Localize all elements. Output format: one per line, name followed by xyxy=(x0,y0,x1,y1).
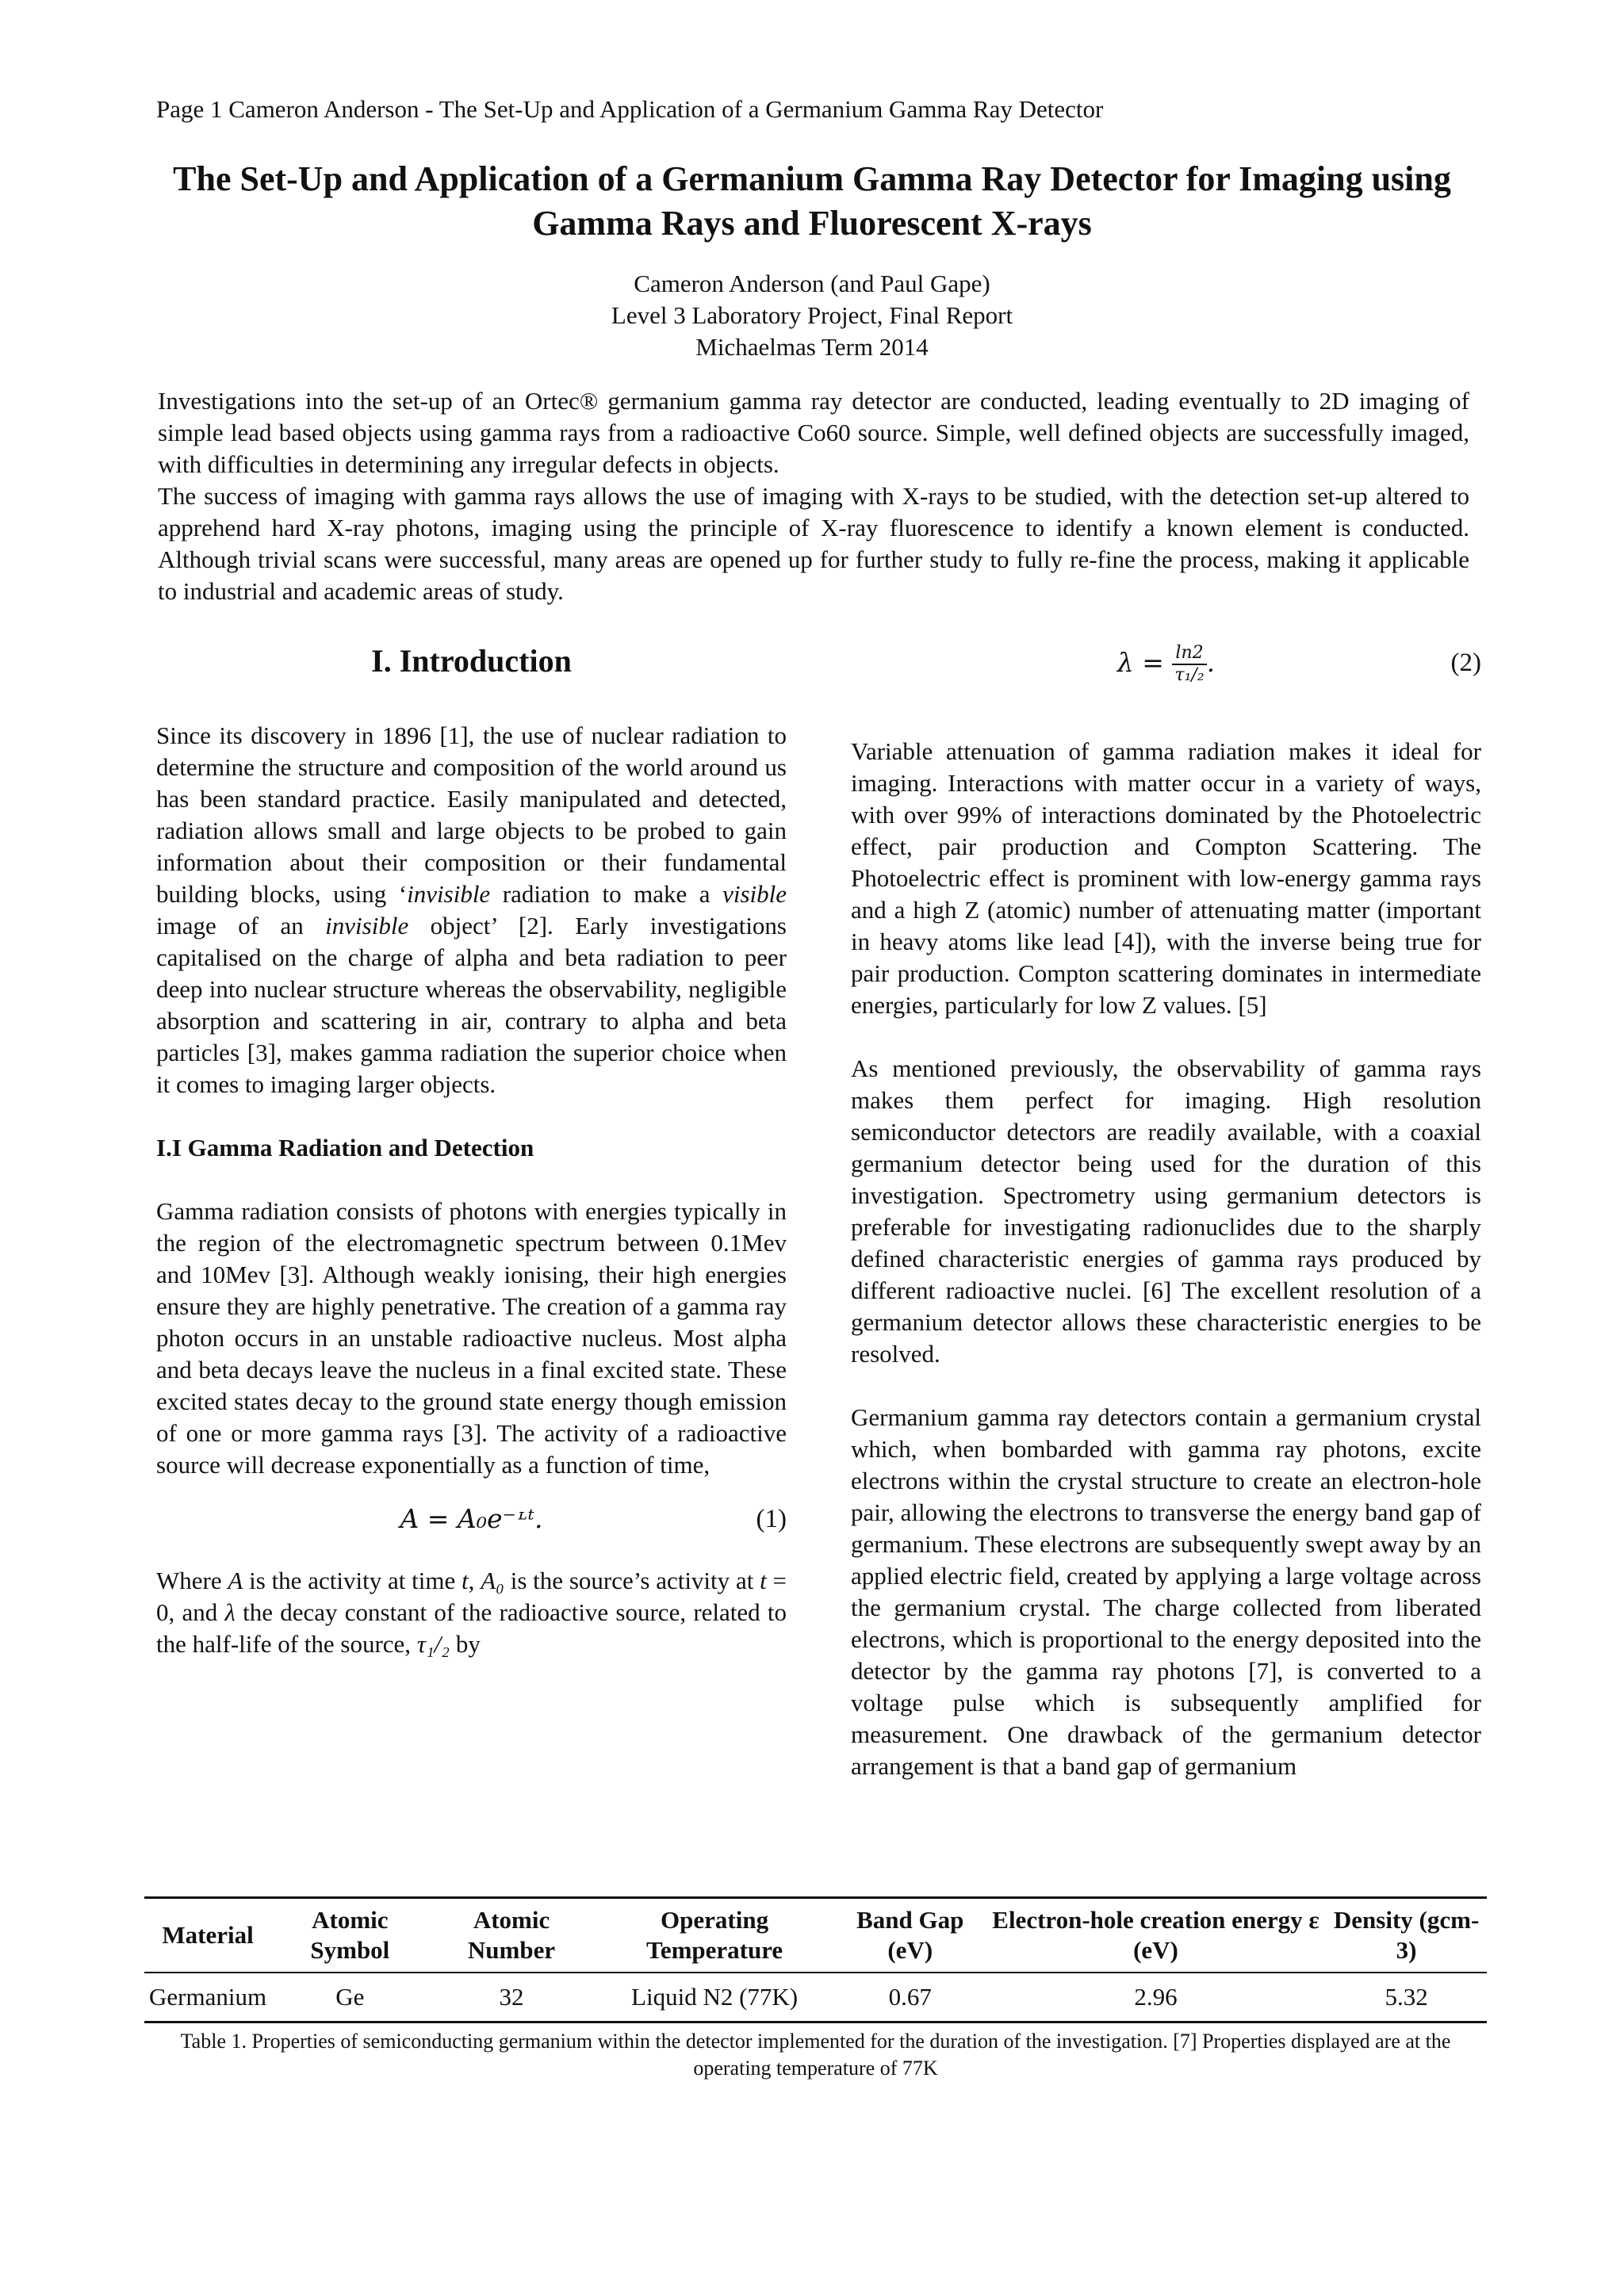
equation-2-body: λ = $\frac{\ln 2}{\text{τ₁/₂}}$ . xyxy=(1116,643,1216,685)
body-paragraph: Where A is the activity at time t, A₀ is the source’s activity at t = 0, and λ the decay constant of the radioactive source, related to the half-life of the source, τ₁/₂ by xyxy=(156,1567,787,1658)
abstract-paragraph: The success of imaging with gamma rays allows the use of imaging with X-rays to be studied, with the detection set-up altered to apprehend hard X-ray photons, imaging using the principle of X-ray fluorescence to identify a known element is conducted. Although trivial scans were successful, many areas are opened up for further study to fully re-fine the process, making it applicable to industrial and academic areas of study. xyxy=(158,482,1469,605)
column-header: Band Gap (eV) xyxy=(835,1898,986,1973)
equation-2 xyxy=(851,639,1481,701)
left-column xyxy=(156,644,787,1692)
table-caption: Table 1. Properties of semiconducting germanium within the detector implemented for the duration of the investigation. [7] Properties displayed are at the operating temperature of 77K xyxy=(180,2030,1451,2080)
table-cell: Germanium xyxy=(144,1973,271,2022)
column-header: Density (gcm-3) xyxy=(1326,1898,1487,1973)
paper-title: The Set-Up and Application of a Germanium Gamma Ray Detector for Imaging using Gamma Rays and Fluorescent X-rays xyxy=(173,159,1451,243)
column-header: Atomic Number xyxy=(429,1898,595,1973)
fraction: $\frac{\ln 2}{\text{τ₁/₂}}$ xyxy=(1172,643,1206,686)
running-header: Page 1 Cameron Anderson - The Set-Up and Application of a Germanium Gamma Ray Detector xyxy=(156,95,1104,123)
report-type: Level 3 Laboratory Project, Final Report xyxy=(611,301,1013,329)
table-cell: 0.67 xyxy=(835,1973,986,2022)
table-cell: 2.96 xyxy=(986,1973,1326,2022)
body-paragraph: Gamma radiation consists of photons with energies typically in the region of the electromagnetic spectrum between 0.1Mev and 10Mev [3]. Although weakly ionising, their high energies ensure they are highly penetrative. The creation of a gamma ray photon occurs in an unstable radioactive nucleus. Most alpha and beta decays leave the nucleus in a final excited state. These excited states decay to the ground state energy though emission of one or more gamma rays [3]. The activity of a radioactive source will decrease exponentially as a function of time, xyxy=(156,1197,787,1479)
table-cell: Liquid N2 (77K) xyxy=(594,1973,834,2022)
abstract-paragraph: Investigations into the set-up of an Ortec® germanium gamma ray detector are conducted, leading eventually to 2D imaging of simple lead based objects using gamma rays from a radioactive Co60 source. Simple, well defined objects are successfully imaged, with difficulties in determining any irregular defects in objects. xyxy=(158,387,1469,478)
column-header: Operating Temperature xyxy=(594,1898,834,1973)
body-paragraph: Germanium gamma ray detectors contain a germanium crystal which, when bombarded with gamma ray photons, excite electrons within the crystal structure to create an electron-hole pair, allowing the electrons to transverse the energy band gap of germanium. These electrons are subsequently swept away by an applied electric field, created by applying a large voltage across the germanium crystal. The charge collected from liberated electrons, which is proportional to the energy deposited into the detector by the gamma ray photons [7], is converted to a voltage pulse which is subsequently amplified for measurement. One drawback of the germanium detector arrangement is that a band gap of germanium xyxy=(851,1403,1481,1780)
equation-1-body: A = A₀e⁻ᶫᵗ. xyxy=(400,1503,543,1534)
table-cell: 5.32 xyxy=(1326,1973,1487,2022)
author-block xyxy=(111,268,1513,363)
column-header: Atomic Symbol xyxy=(271,1898,429,1973)
table-cell: Ge xyxy=(271,1973,429,2022)
subsection-heading: I.I Gamma Radiation and Detection xyxy=(156,1134,534,1161)
equation-1 xyxy=(156,1495,787,1543)
right-column xyxy=(851,644,1481,1782)
section-heading-introduction: I. Introduction xyxy=(371,643,572,679)
body-paragraph: Since its discovery in 1896 [1], the use of nuclear radiation to determine the structure and composition of the world around us has been standard practice. Easily manipulated and detected, radiation allows small and large objects to be probed to gain information about their composition or their fundamental building blocks, using ‘invisible radiation to make a visible image of an invisible object’ [2]. Early investigations capitalised on the charge of alpha and beta radiation to peer deep into nuclear structure whereas the observability, negligible absorption and scattering in air, contrary to alpha and beta particles [3], makes gamma radiation the superior choice when it comes to imaging larger objects. xyxy=(156,721,787,1098)
abstract xyxy=(158,385,1469,607)
table-header-row xyxy=(144,1898,1487,1973)
body-paragraph: As mentioned previously, the observability of gamma rays makes them perfect for imaging. High resolution semiconductor detectors are readily available, with a coaxial germanium detector being used for the duration of this investigation. Spectrometry using germanium detectors is preferable for investigating radionuclides due to the sharply defined characteristic energies of gamma rays produced by different radioactive nuclei. [6] The excellent resolution of a germanium detector allows these characteristic energies to be resolved. xyxy=(851,1054,1481,1368)
properties-table-block xyxy=(144,1896,1487,2082)
column-header: Material xyxy=(144,1898,271,1973)
table-cell: 32 xyxy=(429,1973,595,2022)
author-names: Cameron Anderson (and Paul Gape) xyxy=(634,270,990,297)
body-paragraph: Variable attenuation of gamma radiation makes it ideal for imaging. Interactions with matter occur in a variety of ways, with over 99% of interactions dominated by the Photoelectric effect, pair production and Compton Scattering. The Photoelectric effect is prominent with low-energy gamma rays and a high Z (atomic) number of attenuating matter (important in heavy atoms like lead [4]), with the inverse being true for pair production. Compton scattering dominates in intermediate energies, particularly for low Z values. [5] xyxy=(851,737,1481,1019)
table-row xyxy=(144,1973,1487,2022)
term: Michaelmas Term 2014 xyxy=(695,333,929,361)
equation-1-number: (1) xyxy=(756,1505,787,1533)
properties-table xyxy=(144,1896,1487,2023)
column-header: Electron-hole creation energy ε (eV) xyxy=(986,1898,1326,1973)
equation-2-number: (2) xyxy=(1450,649,1481,677)
